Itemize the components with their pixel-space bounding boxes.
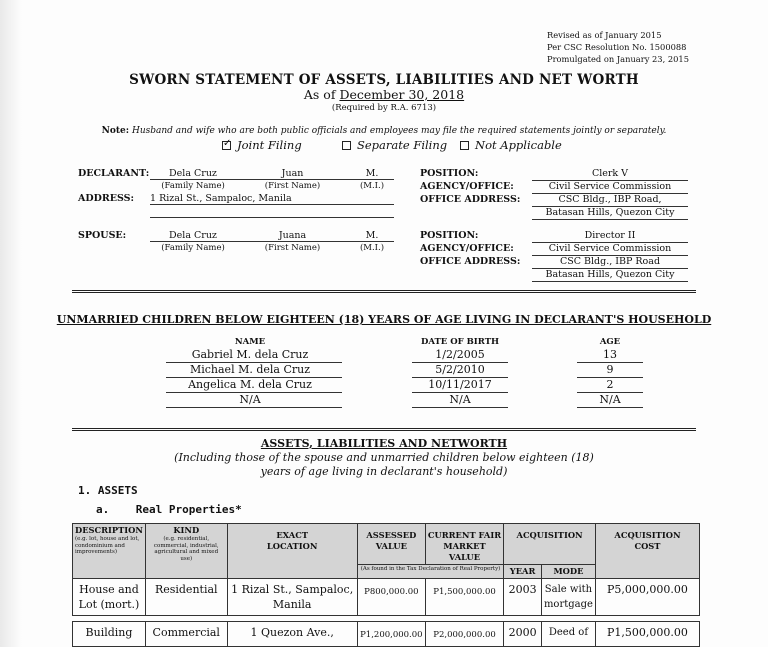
child-name: Michael M. dela Cruz bbox=[189, 363, 311, 376]
declarant-position: Clerk V bbox=[591, 168, 629, 179]
mi-caption: (M.I.) bbox=[359, 181, 385, 191]
cell-year: 2003 bbox=[504, 579, 542, 616]
position-label: POSITION: bbox=[420, 168, 479, 179]
assets-heading: 1. ASSETS bbox=[78, 484, 138, 497]
declarant-mi: M. bbox=[365, 168, 379, 179]
col-mode: MODE bbox=[541, 565, 595, 579]
spouse-family-name: Dela Cruz bbox=[169, 230, 217, 241]
as-of-label: As of bbox=[303, 87, 336, 102]
child-dob: N/A bbox=[449, 393, 471, 406]
cell-year: 2000 bbox=[504, 622, 542, 647]
real-properties-heading: a. Real Properties* bbox=[96, 503, 242, 516]
cell-assessed: P1,200,000.00 bbox=[357, 622, 425, 647]
checkbox-checked-icon[interactable] bbox=[222, 141, 231, 150]
declarant-office-line2: Batasan Hills, Quezon City bbox=[545, 207, 675, 218]
col-kind: KIND (e.g. residential, commercial, industrial, agricultural and mixed use) bbox=[146, 524, 228, 579]
child-age: 2 bbox=[606, 378, 614, 391]
separate-filing-option[interactable] bbox=[342, 138, 447, 152]
cell-fair-value: P2,000,000.00 bbox=[425, 622, 503, 647]
col-location: EXACT LOCATION bbox=[227, 524, 357, 579]
cell-fair-value: P1,500,000.00 bbox=[425, 579, 503, 616]
spouse-office-line2: Batasan Hills, Quezon City bbox=[545, 269, 675, 280]
cell-kind: Commercial bbox=[146, 622, 228, 647]
separate-filing-label: Separate Filing bbox=[357, 138, 448, 152]
cell-description: Building bbox=[73, 622, 146, 647]
table-header-row bbox=[73, 524, 700, 565]
family-name-caption: (Family Name) bbox=[161, 181, 225, 191]
joint-filing-option[interactable] bbox=[222, 138, 302, 152]
declarant-family-name: Dela Cruz bbox=[169, 168, 217, 179]
mi-caption: (M.I.) bbox=[359, 243, 385, 253]
col-fair-value: CURRENT FAIR MARKET VALUE bbox=[425, 524, 503, 565]
child-name: Angelica M. dela Cruz bbox=[188, 378, 312, 391]
address-label: ADDRESS: bbox=[78, 193, 135, 204]
revision-line: Per CSC Resolution No. 1500088 bbox=[547, 42, 687, 52]
declarant-first-name: Juan bbox=[281, 168, 304, 179]
child-age: 13 bbox=[603, 348, 617, 361]
first-name-caption: (First Name) bbox=[264, 243, 321, 253]
assets-subtitle-line2: years of age living in declarant's household) bbox=[260, 465, 508, 478]
family-name-caption: (Family Name) bbox=[161, 243, 225, 253]
office-address-label: OFFICE ADDRESS: bbox=[420, 256, 521, 267]
col-year: YEAR bbox=[504, 565, 542, 579]
not-applicable-option[interactable] bbox=[460, 138, 562, 152]
declarant-agency: Civil Service Commission bbox=[548, 181, 672, 192]
agency-label: AGENCY/OFFICE: bbox=[420, 243, 514, 254]
declarant-office-line1: CSC Bldg., IBP Road, bbox=[558, 194, 662, 205]
children-section-title: UNMARRIED CHILDREN BELOW EIGHTEEN (18) YEARS OF AGE LIVING IN DECLARANT'S HOUSEHOLD bbox=[56, 313, 712, 326]
child-dob: 10/11/2017 bbox=[428, 378, 492, 391]
assets-subtitle-line1: (Including those of the spouse and unmarried children below eighteen (18) bbox=[174, 451, 594, 464]
children-col-dob: DATE OF BIRTH bbox=[420, 337, 500, 347]
filing-note bbox=[0, 126, 768, 136]
cell-location: 1 Rizal St., Sampaloc, Manila bbox=[227, 579, 357, 616]
agency-label: AGENCY/OFFICE: bbox=[420, 181, 514, 192]
child-dob: 1/2/2005 bbox=[435, 348, 485, 361]
col-acquisition: ACQUISITION bbox=[504, 524, 596, 565]
cell-location: 1 Quezon Ave., bbox=[227, 622, 357, 647]
document-title: SWORN STATEMENT OF ASSETS, LIABILITIES AND NET WORTH bbox=[129, 72, 639, 88]
cell-mode: Deed of bbox=[541, 622, 595, 647]
not-applicable-label: Not Applicable bbox=[475, 138, 562, 152]
checkbox-icon[interactable] bbox=[460, 141, 469, 150]
children-col-age: AGE bbox=[599, 337, 621, 347]
office-address-label: OFFICE ADDRESS: bbox=[420, 194, 521, 205]
note-text: Husband and wife who are both public officials and employees may file the required statements jointly or separately. bbox=[131, 126, 667, 136]
spouse-first-name: Juana bbox=[278, 230, 307, 241]
spouse-office-line1: CSC Bldg., IBP Road bbox=[559, 256, 661, 267]
revision-note bbox=[547, 29, 697, 65]
as-of-line bbox=[0, 87, 768, 102]
spouse-mi: M. bbox=[365, 230, 379, 241]
first-name-caption: (First Name) bbox=[264, 181, 321, 191]
assets-section-title: ASSETS, LIABILITIES AND NETWORTH bbox=[260, 437, 508, 450]
cell-assessed: P800,000.00 bbox=[357, 579, 425, 616]
revision-line: Promulgated on January 23, 2015 bbox=[547, 54, 689, 64]
spouse-position: Director II bbox=[584, 230, 636, 241]
col-assessed: ASSESSED VALUE bbox=[357, 524, 425, 565]
child-age: N/A bbox=[599, 393, 621, 406]
col-description: DESCRIPTION (e.g. lot, house and lot, condominium and improvements) bbox=[73, 524, 146, 579]
checkbox-icon[interactable] bbox=[342, 141, 351, 150]
cell-cost: P5,000,000.00 bbox=[595, 579, 699, 616]
cell-cost: P1,500,000.00 bbox=[595, 622, 699, 647]
declarant-address: 1 Rizal St., Sampaloc, Manila bbox=[150, 193, 292, 204]
section-divider bbox=[72, 290, 696, 293]
child-name: Gabriel M. dela Cruz bbox=[191, 348, 309, 361]
tax-declaration-note: (As found in the Tax Declaration of Real Property) bbox=[357, 565, 503, 579]
table-row bbox=[73, 622, 700, 647]
table-row bbox=[73, 579, 700, 616]
child-age: 9 bbox=[606, 363, 614, 376]
section-divider bbox=[72, 428, 696, 431]
cell-mode: Sale with mortgage bbox=[541, 579, 595, 616]
real-properties-table bbox=[72, 523, 700, 647]
child-dob: 5/2/2010 bbox=[435, 363, 485, 376]
cell-kind: Residential bbox=[146, 579, 228, 616]
col-acquisition-cost: ACQUISITION COST bbox=[595, 524, 699, 579]
as-of-date: December 30, 2018 bbox=[339, 87, 465, 102]
spouse-agency: Civil Service Commission bbox=[548, 243, 672, 254]
child-name: N/A bbox=[239, 393, 261, 406]
revision-line: Revised as of January 2015 bbox=[547, 30, 662, 40]
note-label: Note: bbox=[101, 126, 130, 136]
children-col-name: NAME bbox=[234, 337, 266, 347]
required-by: (Required by R.A. 6713) bbox=[331, 103, 437, 113]
declarant-label: DECLARANT: bbox=[78, 168, 150, 179]
joint-filing-label: Joint Filing bbox=[237, 138, 302, 152]
spouse-label: SPOUSE: bbox=[78, 230, 127, 241]
position-label: POSITION: bbox=[420, 230, 479, 241]
cell-description: House and Lot (mort.) bbox=[73, 579, 146, 616]
